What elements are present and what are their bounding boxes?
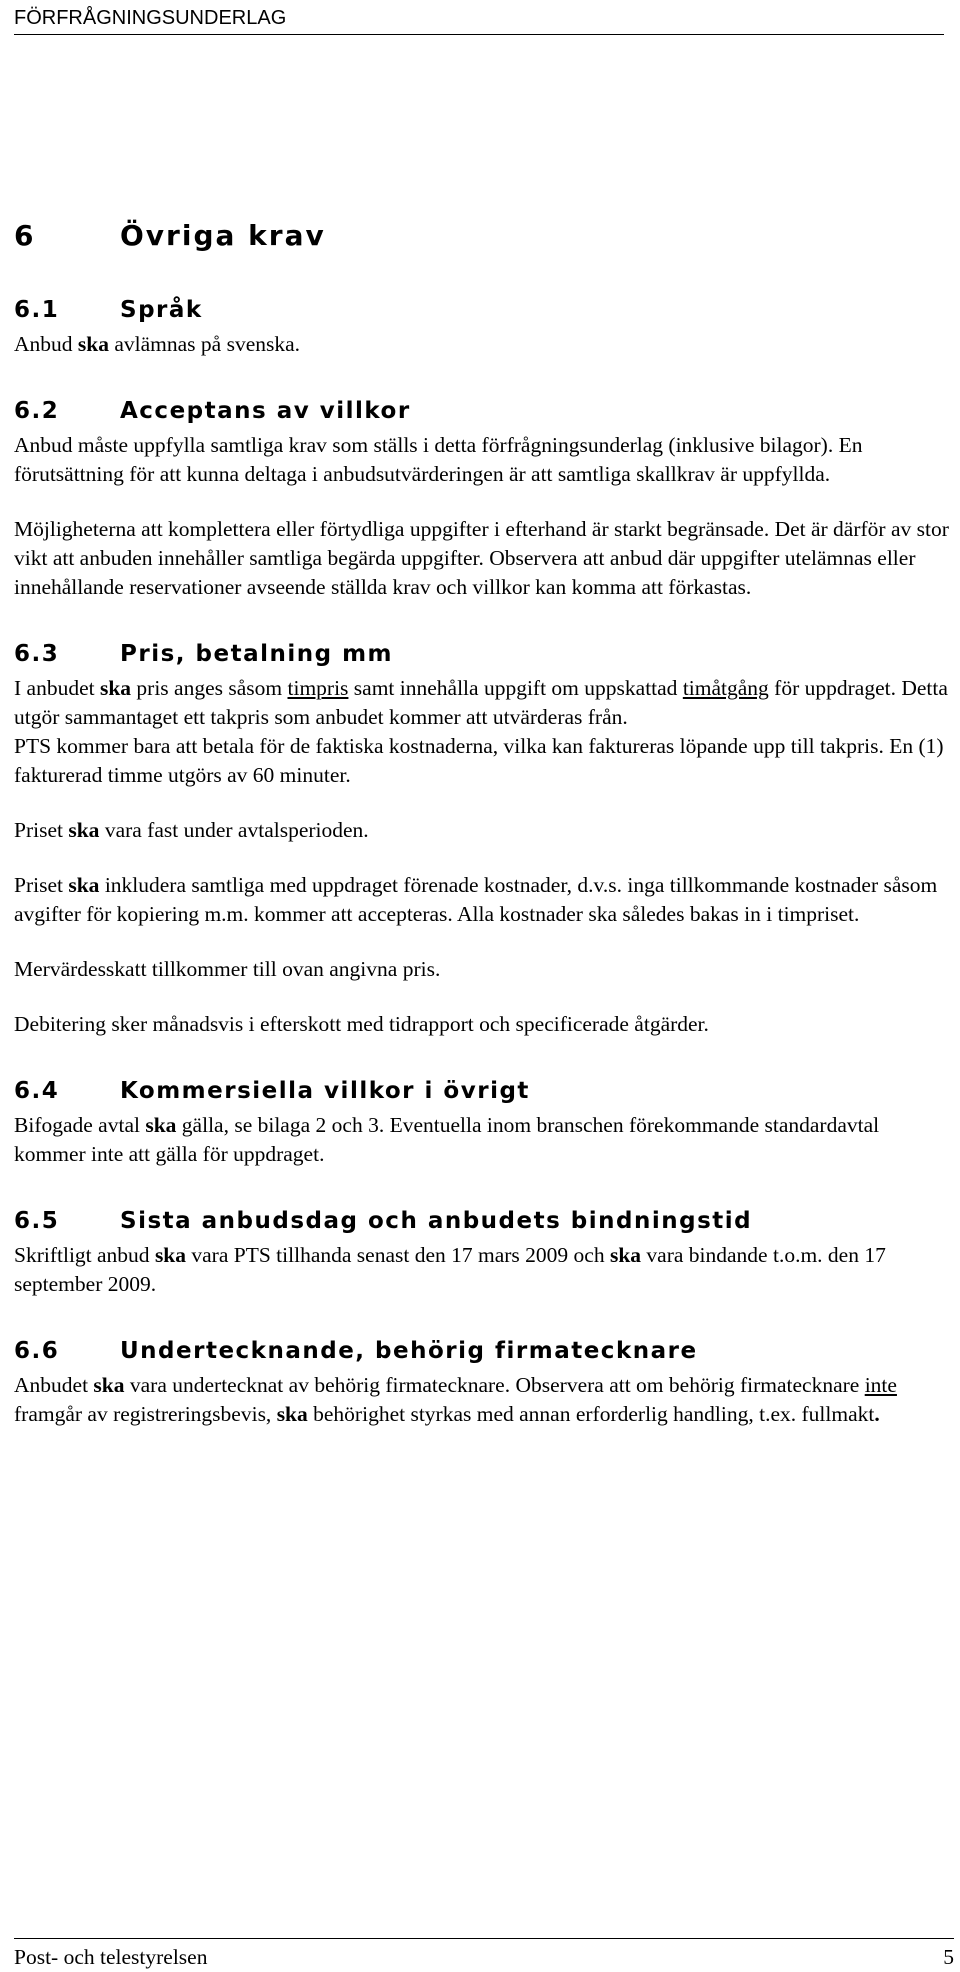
text-run: Anbud: [14, 332, 78, 356]
bold-text: ska: [154, 1243, 187, 1267]
paragraph: PTS kommer bara att betala för de faktiska kostnaderna, vilka kan faktureras löpande upp till takpris. En (1) fakturerad timme utgörs av 60 minuter.: [14, 734, 944, 787]
subsection-title: Sista anbudsdag och anbudets bindningstid: [120, 1208, 753, 1234]
subsection-number: 6.3: [14, 641, 60, 667]
text-run: för uppdraget. Detta utgör sammantaget ett takpris som anbudet kommer att utvärderas från.: [14, 676, 948, 729]
subsection-number: 6.1: [14, 297, 60, 323]
paragraph: [14, 1371, 949, 1429]
bold-text: ska: [609, 1243, 642, 1267]
paragraph: [14, 871, 949, 929]
subsection-heading-6-1: [14, 294, 949, 326]
paragraph: Anbud måste uppfylla samtliga krav som ställs i detta förfrågningsunderlag (inklusive bilagor). En förutsättning för att kunna deltaga i anbudsutvärderingen är att samtliga skallkrav är uppfyllda.: [14, 433, 863, 486]
text-run: vara PTS tillhanda senast den 17 mars 2009 och: [186, 1243, 610, 1267]
bold-text: ska: [276, 1402, 308, 1426]
bold-text: ska: [93, 1373, 125, 1397]
bold-text: ska: [77, 332, 109, 356]
page-footer: [14, 1938, 954, 1971]
text-run: Anbudet: [14, 1373, 94, 1397]
subsection-title: Pris, betalning mm: [120, 641, 394, 667]
document-body: [14, 218, 949, 1429]
subsection-number: 6.2: [14, 398, 60, 424]
bold-text: ska: [68, 818, 100, 842]
page-number: 5: [943, 1945, 954, 1969]
text-run: pris anges såsom: [131, 676, 288, 700]
header-title: FÖRFRÅGNINGSUNDERLAG: [14, 7, 287, 29]
text-run: Priset: [14, 818, 69, 842]
text-run: I anbudet: [14, 676, 100, 700]
subsection-heading-6-5: [14, 1205, 949, 1237]
subsection-number: 6.5: [14, 1208, 60, 1234]
text-run: Priset: [14, 873, 69, 897]
text-run: vara undertecknat av behörig firmatecknare. Observera att om behörig firmatecknare: [124, 1373, 865, 1397]
bold-text: ska: [68, 873, 100, 897]
paragraph: Möjligheterna att komplettera eller förtydliga uppgifter i efterhand är starkt begränsade. Det är därför av stor vikt att anbuden innehåller samtliga begärda uppgifter. Observera att anbud där uppgifter utelämnas eller innehållande reservationer avseende ställda krav och villkor kan komma att förkastas.: [14, 517, 949, 599]
subsection-number: 6.6: [14, 1338, 60, 1364]
subsection-title: Acceptans av villkor: [120, 398, 411, 424]
text-run: samt innehålla uppgift om uppskattad: [348, 676, 683, 700]
underlined-text: inte: [864, 1373, 897, 1397]
subsection-title: Kommersiella villkor i övrigt: [120, 1078, 530, 1104]
paragraph: [14, 816, 949, 845]
subsection-heading-6-3: [14, 638, 949, 670]
subsection-heading-6-4: [14, 1075, 949, 1107]
bold-text: ska: [145, 1113, 177, 1137]
subsection-title: Undertecknande, behörig firmatecknare: [120, 1338, 698, 1364]
subsection-heading-6-6: [14, 1335, 949, 1367]
subsection-title: Språk: [120, 297, 203, 323]
text-run: Skriftligt anbud: [14, 1243, 155, 1267]
section-title: Övriga krav: [120, 219, 326, 252]
text-run: avlämnas på svenska.: [108, 332, 301, 356]
bold-text: ska: [99, 676, 132, 700]
paragraph: Debitering sker månadsvis i efterskott med tidrapport och specificerade åtgärder.: [14, 1012, 709, 1036]
footer-organization: Post- och telestyrelsen: [14, 1945, 208, 1969]
bold-text: .: [874, 1402, 880, 1426]
text-run: framgår av registreringsbevis,: [14, 1402, 277, 1426]
section-number: 6: [14, 219, 36, 252]
paragraph: [14, 330, 949, 359]
page-header: [14, 4, 944, 35]
underlined-text: timpris: [287, 676, 349, 700]
paragraph: [14, 1241, 949, 1299]
subsection-heading-6-2: [14, 395, 949, 427]
text-run: vara fast under avtalsperioden.: [99, 818, 369, 842]
text-run: vara bindande t.o.m. den 17 september 2009.: [14, 1243, 886, 1296]
subsection-number: 6.4: [14, 1078, 60, 1104]
text-run: Bifogade avtal: [14, 1113, 146, 1137]
underlined-text: timåtgång: [682, 676, 769, 700]
text-run: inkludera samtliga med uppdraget förenade kostnader, d.v.s. inga tillkommande kostnader såsom avgifter för kopiering m.m. kommer att accepteras. Alla kostnader ska således bakas in i timpriset.: [14, 873, 938, 926]
paragraph: Mervärdesskatt tillkommer till ovan angivna pris.: [14, 957, 441, 981]
text-run: gälla, se bilaga 2 och 3. Eventuella inom branschen förekommande standardavtal kommer inte att gälla för uppdraget.: [14, 1113, 880, 1166]
paragraph: [14, 674, 949, 732]
text-run: behörighet styrkas med annan erforderlig handling, t.ex. fullmakt: [307, 1402, 875, 1426]
paragraph: [14, 1111, 949, 1169]
section-heading: [14, 218, 949, 254]
